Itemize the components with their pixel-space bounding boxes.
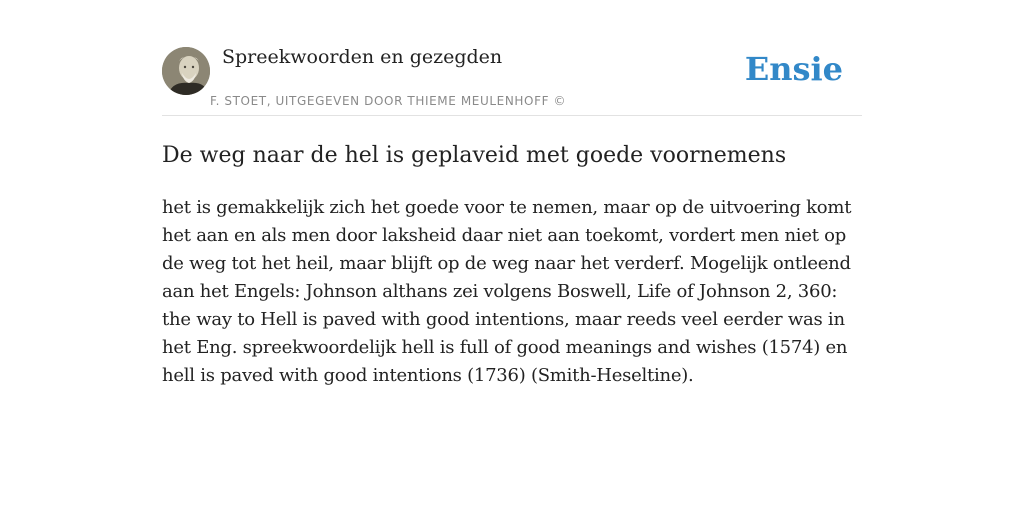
source-title[interactable]: Spreekwoorden en gezegden xyxy=(222,46,503,68)
entry-card xyxy=(162,46,862,390)
source-header xyxy=(162,46,862,116)
entry-body: het is gemakkelijk zich het goede voor te nemen, maar op de uitvoering komt het aan en als men door laksheid daar niet aan toekomt, vordert men niet op de weg tot het heil, maar blijft op de weg naar het verderf. Mogelijk ontleend aan het Engels: Johnson althans zei volgens Boswell, Life of Johnson 2, 360: the way to Hell is paved with good intentions, maar reeds veel eerder was in het Eng. spreekwoordelijk hell is full of good meanings and wishes (1574) en hell is paved with good intentions (1736) (Smith-Heseltine). xyxy=(162,197,852,386)
entry-title: De weg naar de hel is geplaveid met goede voornemens xyxy=(162,143,787,168)
portrait-avatar-icon[interactable] xyxy=(162,47,210,95)
source-credit: F. STOET, UITGEGEVEN DOOR THIEME MEULENHOFF © xyxy=(210,94,567,108)
brand-logo[interactable]: Ensie xyxy=(744,50,843,88)
